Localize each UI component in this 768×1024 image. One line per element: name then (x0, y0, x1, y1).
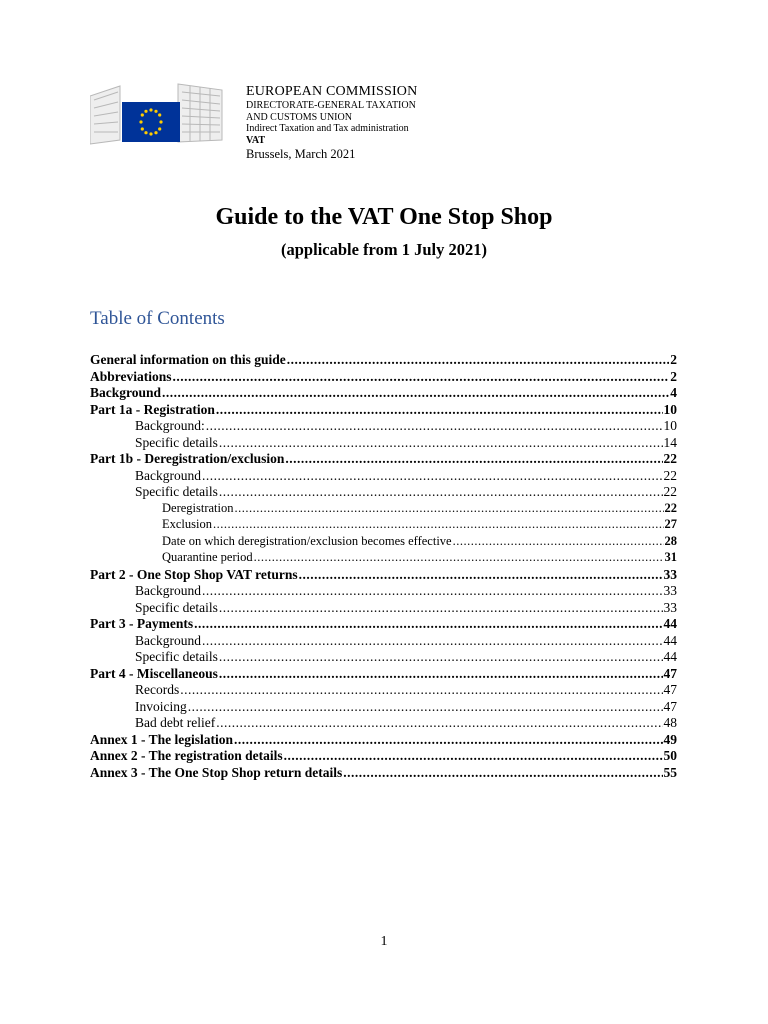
toc-entry-title: Background (90, 385, 162, 400)
toc-entry-title: Specific details (135, 434, 218, 450)
letterhead (246, 84, 417, 161)
page-number: 1 (380, 934, 388, 949)
toc-leader-dots (287, 352, 669, 368)
toc-entry[interactable] (90, 352, 677, 369)
toc-entry[interactable] (90, 550, 677, 567)
toc-entry[interactable] (90, 583, 677, 600)
toc-leader-dots (202, 468, 663, 484)
toc-entry-title: Part 2 - One Stop Shop VAT returns (90, 566, 298, 582)
toc-entry-page: 4 (670, 385, 677, 400)
toc-entry-page: 22 (663, 467, 677, 483)
toc-entry-title: Exclusion (162, 517, 212, 531)
toc-entry-title: Specific details (135, 484, 218, 499)
toc-leader-dots (285, 451, 662, 467)
toc-leader-dots (219, 435, 663, 451)
toc-leader-dots (234, 732, 662, 748)
toc-leader-dots (254, 550, 664, 565)
toc-entry-page: 22 (663, 484, 677, 499)
toc-leader-dots (284, 748, 663, 764)
toc-entry-page: 44 (663, 632, 677, 648)
unit-name: Indirect Taxation and Tax administration (246, 123, 409, 135)
toc-leader-dots (235, 501, 664, 516)
toc-entry-title: Part 1b - Deregistration/exclusion (90, 451, 285, 466)
toc-entry-title: Background (135, 632, 201, 648)
place-date: Brussels, March 2021 (246, 147, 356, 162)
toc-entry-page: 2 (670, 352, 677, 367)
toc-entry-title: Part 3 - Payments (90, 616, 194, 631)
organization-name: EUROPEAN COMMISSION (246, 84, 418, 99)
toc-entry[interactable] (90, 534, 677, 551)
toc-leader-dots (202, 583, 663, 599)
toc-entry-title: Quarantine period (162, 550, 253, 564)
toc-entry[interactable] (90, 369, 677, 386)
toc-entry-page: 22 (663, 451, 677, 466)
toc-entry-title: Background (135, 467, 201, 483)
toc-entry-title: Annex 1 - The legislation (90, 731, 234, 747)
toc-entry[interactable] (90, 468, 677, 485)
toc-entry-page: 27 (664, 517, 677, 531)
toc-leader-dots (202, 633, 663, 649)
table-of-contents (90, 352, 677, 781)
toc-entry-title: Records (135, 682, 180, 697)
toc-entry-page: 33 (663, 599, 677, 615)
toc-entry-title: Deregistration (162, 500, 234, 515)
toc-entry-page: 47 (663, 682, 677, 697)
toc-leader-dots (173, 369, 670, 385)
toc-entry-title: Invoicing (135, 698, 187, 714)
toc-leader-dots (299, 567, 663, 583)
section-name: VAT (246, 134, 266, 146)
toc-entry[interactable] (90, 616, 677, 633)
toc-leader-dots (180, 682, 662, 698)
toc-entry-title: Abbreviations (90, 368, 172, 384)
toc-leader-dots (206, 418, 663, 434)
toc-entry-title: Part 4 - Miscellaneous (90, 665, 218, 681)
toc-entry[interactable] (90, 484, 677, 501)
toc-entry[interactable] (90, 748, 677, 765)
toc-entry[interactable] (90, 699, 677, 716)
toc-entry[interactable] (90, 435, 677, 452)
toc-entry-page: 48 (663, 715, 677, 730)
toc-entry[interactable] (90, 567, 677, 584)
toc-entry-page: 49 (663, 731, 677, 747)
berlaymont-building-icon (90, 78, 230, 148)
toc-entry[interactable] (90, 649, 677, 666)
toc-entry[interactable] (90, 418, 677, 435)
toc-entry-title: Part 1a - Registration (90, 401, 215, 417)
toc-entry[interactable] (90, 402, 677, 419)
toc-entry-page: 14 (663, 434, 677, 450)
toc-entry-page: 10 (663, 401, 677, 417)
toc-entry-page: 50 (663, 748, 677, 763)
toc-leader-dots (219, 484, 663, 500)
document-title: Guide to the VAT One Stop Shop (215, 204, 553, 230)
toc-entry[interactable] (90, 765, 677, 782)
toc-entry-title: Specific details (135, 599, 218, 615)
toc-leader-dots (453, 534, 664, 549)
toc-leader-dots (343, 765, 662, 781)
toc-leader-dots (188, 699, 663, 715)
toc-leader-dots (219, 649, 663, 665)
directorate-line-2: AND CUSTOMS UNION (246, 111, 352, 123)
toc-entry[interactable] (90, 666, 677, 683)
toc-entry-title: Specific details (135, 649, 218, 664)
toc-leader-dots (219, 600, 663, 616)
toc-entry[interactable] (90, 715, 677, 732)
toc-heading: Table of Contents (90, 308, 225, 329)
toc-entry-title: Annex 2 - The registration details (90, 748, 283, 763)
toc-entry-page: 28 (664, 533, 677, 548)
toc-entry-title: Bad debt relief (135, 715, 216, 730)
directorate-line-1: DIRECTORATE-GENERAL TAXATION (246, 100, 416, 112)
eu-flag (122, 102, 180, 142)
toc-entry[interactable] (90, 682, 677, 699)
toc-entry-page: 44 (663, 616, 677, 631)
toc-entry[interactable] (90, 633, 677, 650)
toc-entry-page: 22 (664, 500, 677, 515)
toc-entry-title: Background (135, 583, 201, 598)
european-commission-logo (90, 78, 230, 148)
toc-entry-page: 31 (664, 550, 677, 564)
toc-entry-page: 33 (663, 566, 677, 582)
toc-entry[interactable] (90, 385, 677, 402)
toc-entry[interactable] (90, 517, 677, 534)
toc-entry-title: Background: (135, 418, 205, 433)
toc-entry-page: 2 (670, 368, 677, 384)
toc-entry-title: Date on which deregistration/exclusion becomes effective (162, 533, 452, 548)
toc-entry[interactable] (90, 732, 677, 749)
toc-leader-dots (216, 402, 663, 418)
toc-entry-title: Annex 3 - The One Stop Shop return details (90, 764, 343, 780)
document-subtitle: (applicable from 1 July 2021) (281, 240, 487, 259)
toc-entry-page: 47 (663, 698, 677, 714)
toc-entry[interactable] (90, 600, 677, 617)
toc-entry-page: 47 (663, 665, 677, 681)
toc-leader-dots (194, 616, 662, 632)
toc-entry-page: 55 (663, 764, 677, 780)
toc-entry[interactable] (90, 501, 677, 518)
toc-entry-page: 33 (663, 583, 677, 598)
toc-leader-dots (213, 517, 664, 532)
toc-leader-dots (219, 666, 663, 682)
toc-leader-dots (216, 715, 662, 731)
toc-entry-page: 44 (663, 649, 677, 664)
toc-entry[interactable] (90, 451, 677, 468)
toc-leader-dots (162, 385, 669, 401)
toc-entry-page: 10 (663, 418, 677, 433)
toc-entry-title: General information on this guide (90, 352, 286, 367)
